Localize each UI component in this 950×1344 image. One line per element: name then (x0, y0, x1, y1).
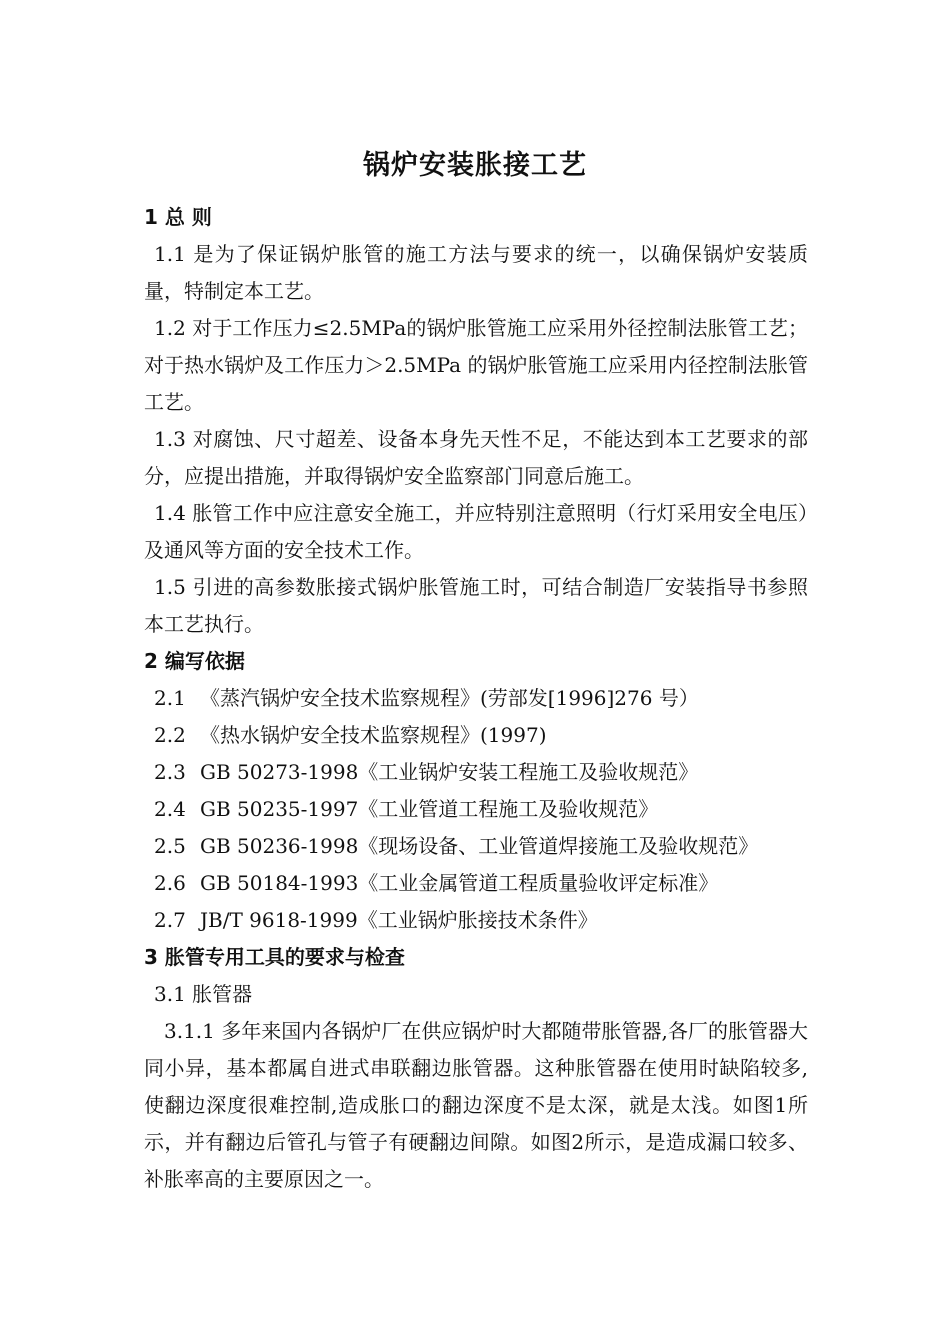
reference-text: GB 50184-1993《工业金属管道工程质量验收评定标准》 (200, 871, 719, 895)
paragraph-1-3: 1.3 对腐蚀、尺寸超差、设备本身先天性不足，不能达到本工艺要求的部分，应提出措施，并取得锅炉安全监察部门同意后施工。 (144, 427, 808, 488)
reference-item (144, 828, 808, 865)
document-body (144, 199, 808, 1198)
paragraph-1-5: 1.5 引进的高参数胀接式锅炉胀管施工时，可结合制造厂安装指导书参照本工艺执行。 (144, 575, 808, 636)
paragraph-1-2: 1.2 对于工作压力≤2.5MPa的锅炉胀管施工应采用外径控制法胀管工艺；对于热水锅炉及工作压力＞2.5MPa 的锅炉胀管施工应采用内径控制法胀管工艺。 (144, 316, 808, 414)
reference-item (144, 754, 808, 791)
reference-number: 2.1 (154, 686, 186, 710)
reference-item (144, 680, 808, 717)
paragraph-3-1-1: 3.1.1 多年来国内各锅炉厂在供应锅炉时大都随带胀管器,各厂的胀管器大同小异，基本都属自进式串联翻边胀管器。这种胀管器在使用时缺陷较多,使翻边深度很难控制,造成胀口的翻边深度不是太深，就是太浅。如图1所示，并有翻边后管孔与管子有硬翻边间隙。如图2所示，是造成漏口较多、补胀率高的主要原因之一。 (144, 1019, 808, 1191)
paragraph-1-4: 1.4 胀管工作中应注意安全施工，并应特别注意照明（行灯采用安全电压）及通风等方面的安全技术工作。 (144, 501, 808, 562)
section-heading-basis: 2 编写依据 (144, 649, 245, 673)
subsection-heading-expander: 3.1 胀管器 (154, 982, 253, 1006)
reference-text: JB/T 9618-1999《工业锅炉胀接技术条件》 (200, 908, 598, 932)
reference-item (144, 791, 808, 828)
reference-text: GB 50236-1998《现场设备、工业管道焊接施工及验收规范》 (200, 834, 759, 858)
reference-item (144, 902, 808, 939)
section-heading-general: 1 总 则 (144, 205, 212, 229)
reference-item (144, 717, 808, 754)
reference-text: 《蒸汽锅炉安全技术监察规程》(劳部发[1996]276 号） (200, 686, 699, 710)
reference-item (144, 865, 808, 902)
reference-number: 2.2 (154, 723, 186, 747)
paragraph-1-1: 1.1 是为了保证锅炉胀管的施工方法与要求的统一，以确保锅炉安装质量，特制定本工艺。 (144, 242, 808, 303)
reference-number: 2.5 (154, 834, 186, 858)
document-title: 锅炉安装胀接工艺 (363, 150, 587, 181)
reference-text: 《热水锅炉安全技术监察规程》(1997) (200, 723, 547, 747)
reference-number: 2.4 (154, 797, 186, 821)
section-heading-tools: 3 胀管专用工具的要求与检查 (144, 945, 405, 969)
reference-number: 2.6 (154, 871, 186, 895)
reference-number: 2.3 (154, 760, 186, 784)
reference-number: 2.7 (154, 908, 186, 932)
reference-text: GB 50273-1998《工业锅炉安装工程施工及验收规范》 (200, 760, 699, 784)
reference-text: GB 50235-1997《工业管道工程施工及验收规范》 (200, 797, 659, 821)
